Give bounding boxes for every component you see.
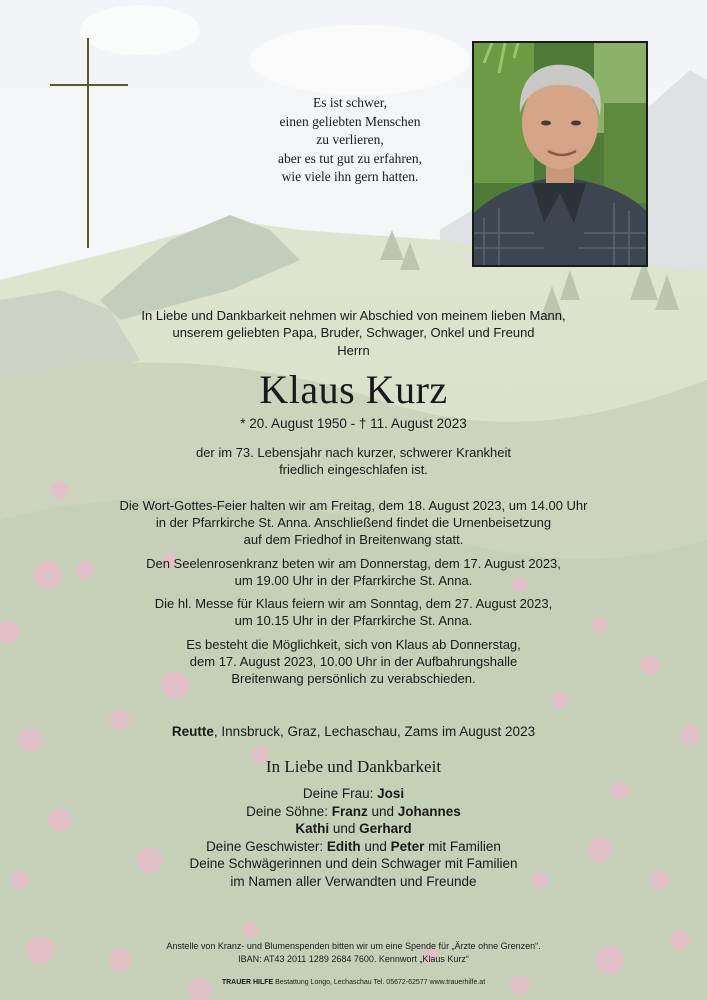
thanks-heading: In Liebe und Dankbarkeit: [265, 757, 442, 776]
and-text: und: [329, 821, 360, 836]
iban-line: IBAN: AT43 2011 1289 2684 7600. Kennwort „Klaus Kurz“: [238, 953, 469, 964]
and-text: und: [360, 838, 391, 854]
family-inlaws: Deine Schwägerinnen und dein Schwager mit Familien: [189, 856, 518, 871]
family-partners: [0, 820, 707, 838]
rosary-line: um 19.00 Uhr in der Pfarrkirche St. Anna.: [234, 573, 473, 588]
mass-paragraph: [0, 595, 707, 629]
family-sons: [0, 803, 707, 821]
sons-label: Deine Söhne:: [246, 803, 332, 819]
son-name: Franz: [331, 803, 368, 819]
poem-line: zu verlieren,: [316, 132, 384, 147]
mass-line: um 10.15 Uhr in der Pfarrkirche St. Anna.: [234, 613, 473, 628]
ceremony-line: auf dem Friedhof in Breitenwang statt.: [243, 532, 464, 547]
mass-line: Die hl. Messe für Klaus feiern wir am Sonntag, dem 27. August 2023,: [154, 596, 553, 611]
intro-line: unserem geliebten Papa, Bruder, Schwager, Onkel und Freund: [172, 325, 535, 340]
siblings-rest: mit Familien: [424, 838, 501, 854]
place-date-line: [0, 724, 707, 739]
wife-label: Deine Frau:: [302, 786, 378, 801]
family-siblings: [0, 838, 707, 856]
brand-rest: Bestattung Longo, Lechaschau Tel. 05672-62577 www.trauerhilfe.at: [273, 979, 486, 986]
partner-name: Kathi: [295, 821, 330, 836]
farewell-line: Breitenwang persönlich zu verabschieden.: [231, 671, 476, 686]
donation-line: Anstelle von Kranz- und Blumenspenden bitten wir um eine Spende für „Ärzte ohne Grenzen“.: [166, 941, 541, 951]
sibling-name: Edith: [326, 838, 361, 854]
deceased-name: Klaus Kurz: [259, 367, 448, 412]
brand-name: TRAUER HILFE: [221, 979, 274, 986]
poem: [200, 94, 500, 187]
intro-text: [0, 307, 707, 359]
son-name: Johannes: [397, 803, 461, 819]
farewell-paragraph: [0, 636, 707, 687]
death-notice: [0, 444, 707, 478]
ceremony-line: Die Wort-Gottes-Feier halten wir am Freitag, dem 18. August 2023, um 14.00 Uhr: [119, 498, 588, 513]
siblings-label: Deine Geschwister:: [206, 838, 327, 854]
wife-name: Josi: [377, 786, 405, 801]
portrait-photo: [472, 41, 648, 267]
intro-line: In Liebe und Dankbarkeit nehmen wir Abschied von meinem lieben Mann,: [141, 308, 566, 323]
family-relatives: im Namen aller Verwandten und Freunde: [230, 873, 477, 889]
farewell-line: Es besteht die Möglichkeit, sich von Klaus ab Donnerstag,: [186, 637, 521, 652]
death-line: der im 73. Lebensjahr nach kurzer, schwerer Krankheit: [195, 445, 512, 460]
family-wife: [0, 785, 707, 803]
farewell-line: dem 17. August 2023, 10.00 Uhr in der Aufbahrungshalle: [189, 654, 518, 669]
sibling-name: Peter: [390, 838, 425, 854]
partner-name: Gerhard: [359, 821, 412, 836]
poem-line: einen geliebten Menschen: [279, 113, 421, 129]
and-text: und: [367, 803, 398, 819]
place-bold: Reutte: [171, 724, 214, 739]
rosary-paragraph: [0, 555, 707, 589]
intro-line: Herrn: [337, 343, 370, 358]
life-dates: * 20. August 1950 - † 11. August 2023: [240, 416, 467, 431]
death-line: friedlich eingeschlafen ist.: [279, 462, 428, 477]
ceremony-line: in der Pfarrkirche St. Anna. Anschließend findet die Urnenbeisetzung: [155, 515, 552, 530]
donation-note: [0, 940, 707, 965]
poem-line: wie viele ihn gern hatten.: [281, 169, 419, 184]
poem-line: Es ist schwer,: [312, 95, 388, 110]
place-rest: , Innsbruck, Graz, Lechaschau, Zams im August 2023: [213, 724, 536, 739]
cross-icon: [50, 38, 130, 250]
ceremony-paragraph: [0, 497, 707, 548]
family-list: [0, 785, 707, 890]
poem-line: aber es tut gut zu erfahren,: [278, 150, 422, 166]
undertaker-line: [0, 979, 707, 986]
rosary-line: Den Seelenrosenkranz beten wir am Donnerstag, dem 17. August 2023,: [146, 556, 561, 571]
